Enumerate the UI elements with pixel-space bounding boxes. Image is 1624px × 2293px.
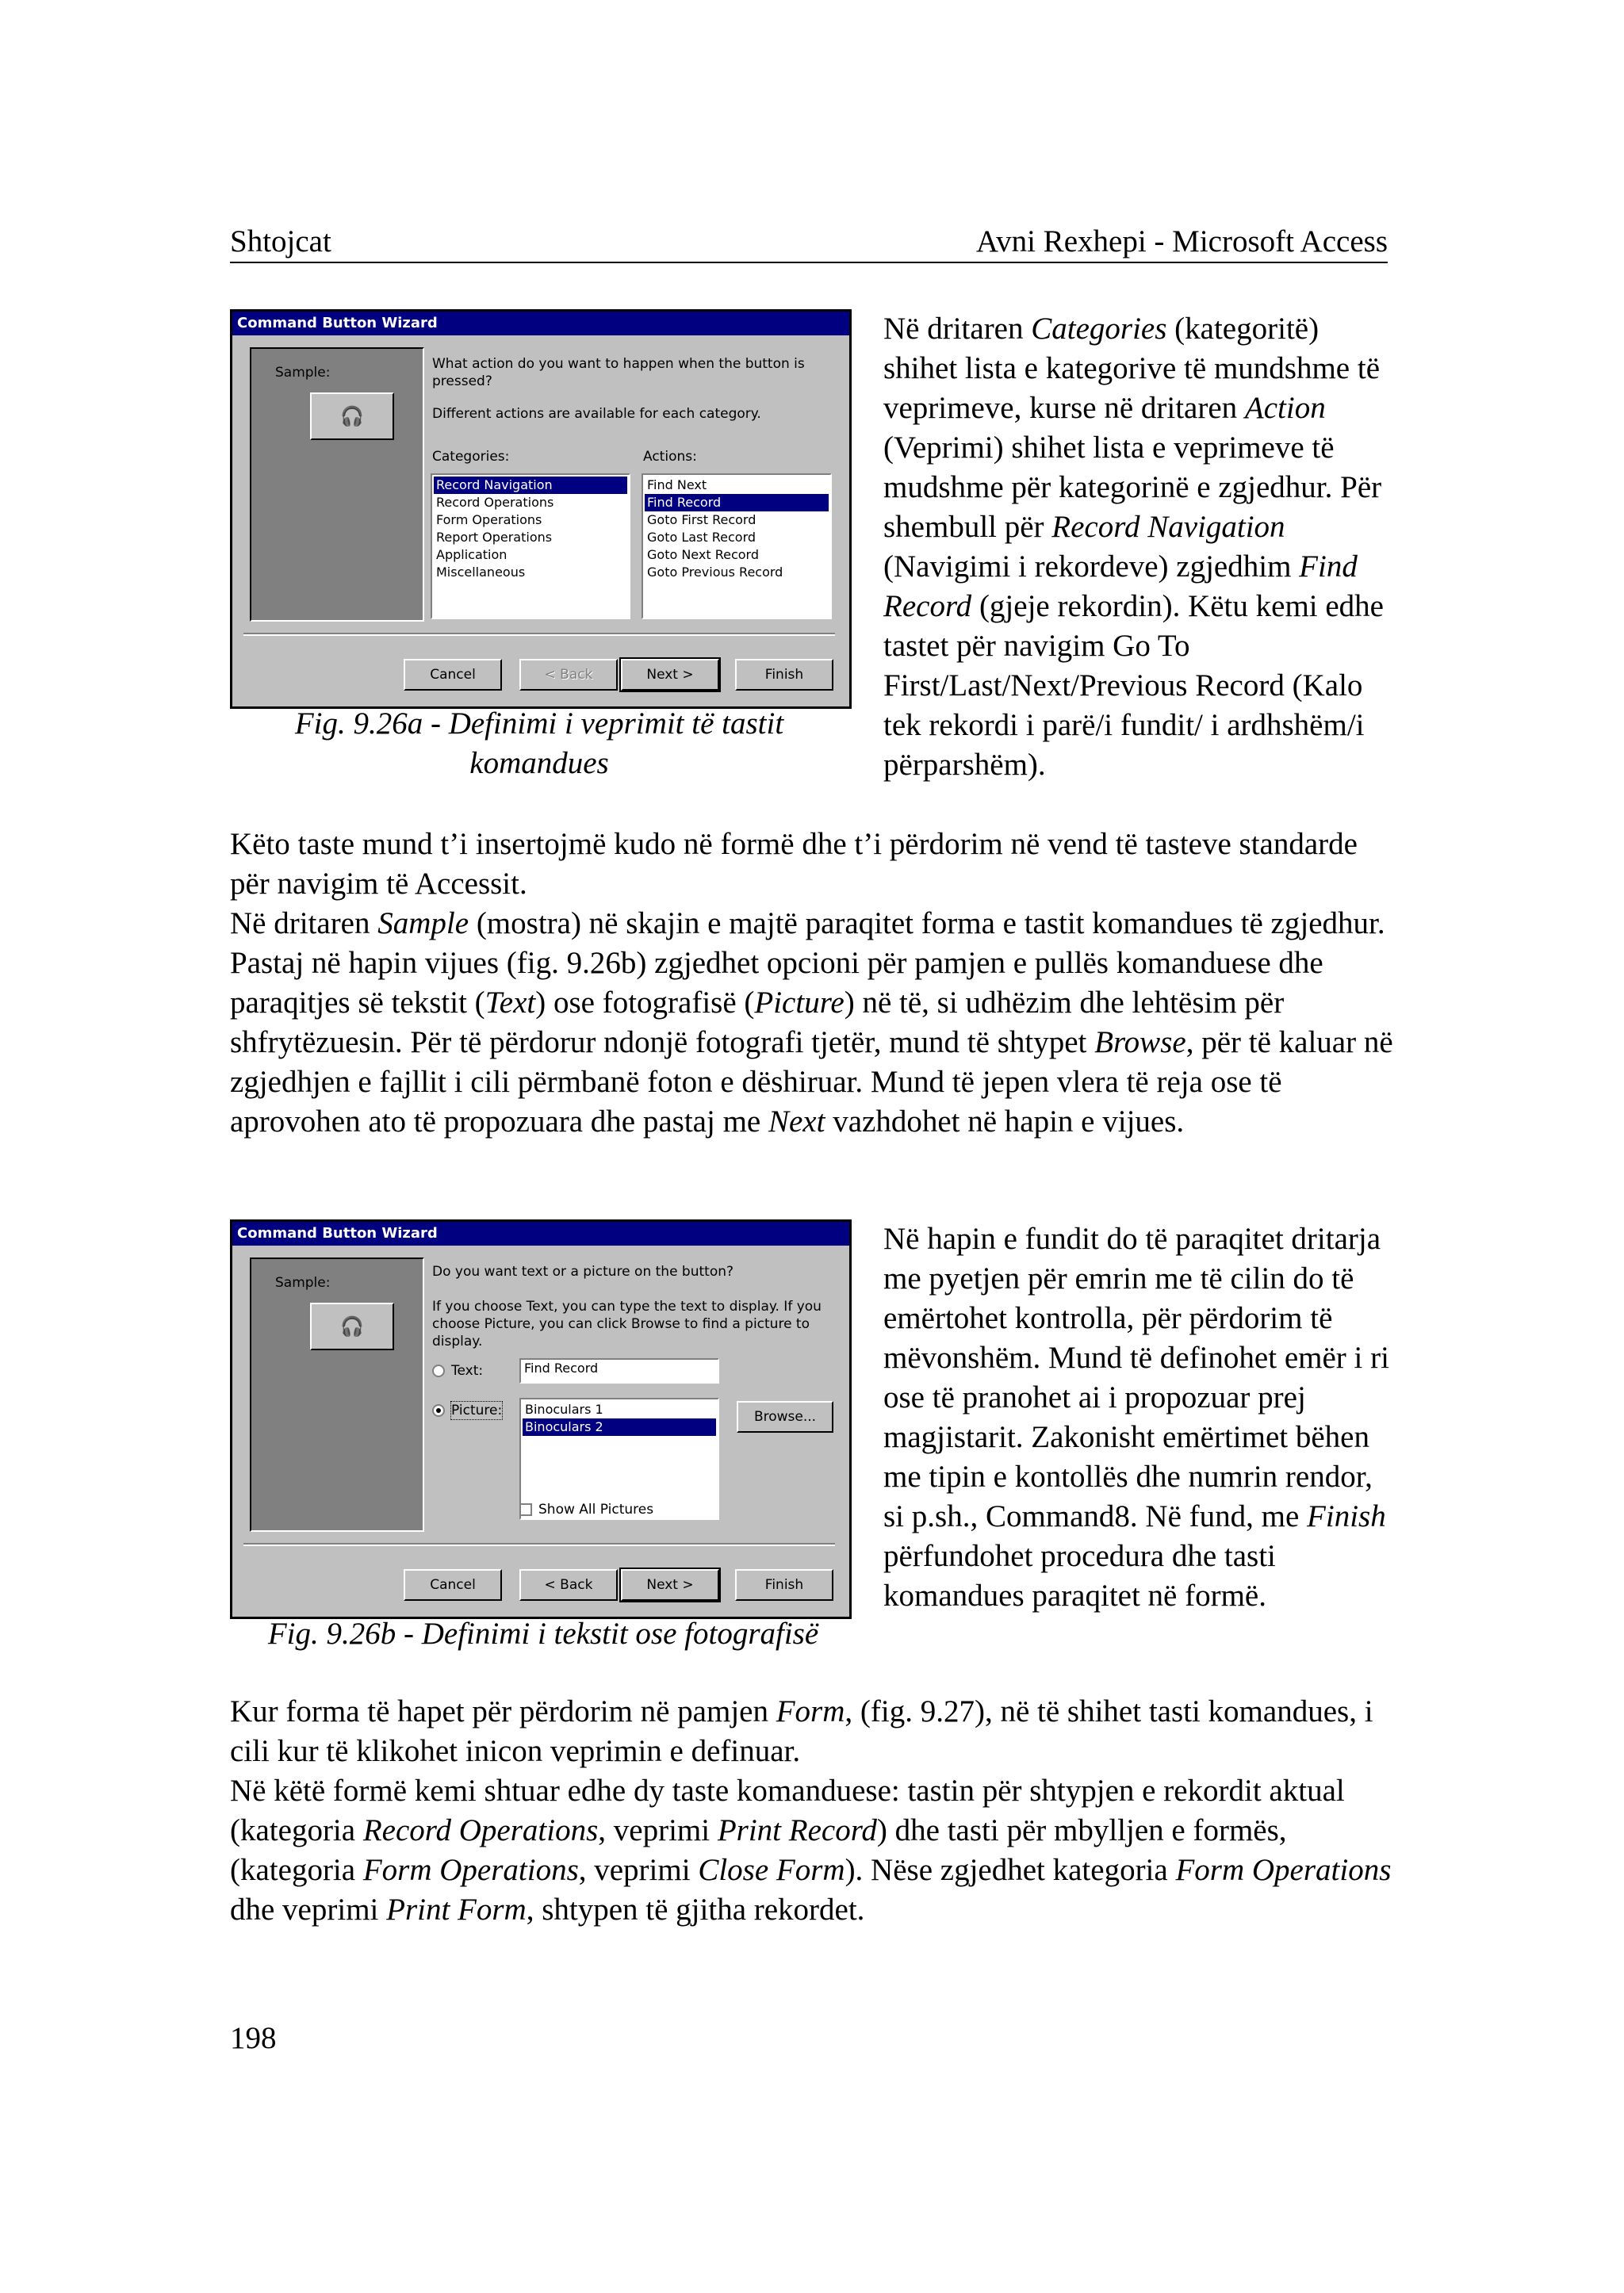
text-radio-label: Text: (451, 1363, 484, 1379)
dialog-separator (243, 1543, 835, 1546)
binoculars-icon: 🎧 (340, 1315, 364, 1338)
next-button[interactable]: Next > (621, 1569, 719, 1601)
show-all-pictures-checkbox[interactable] (519, 1503, 532, 1516)
list-item[interactable]: Goto Next Record (647, 547, 759, 562)
dialog-title-bar: Command Button Wizard (232, 1222, 849, 1246)
list-item[interactable]: Goto First Record (647, 512, 756, 527)
sample-label: Sample: (275, 365, 331, 381)
figure-caption-b: Fig. 9.26b - Definimi i tekstit ose fotografisë (267, 1617, 819, 1651)
list-item[interactable]: Binoculars 2 (523, 1418, 716, 1436)
command-button-wizard-dialog-b (230, 1219, 852, 1619)
finish-button[interactable]: Finish (735, 1569, 833, 1601)
list-item[interactable]: Find Record (645, 494, 829, 511)
dialog-title-bar: Command Button Wizard (232, 312, 849, 335)
list-item[interactable]: Record Operations (436, 495, 554, 510)
list-item[interactable]: Binoculars 1 (525, 1402, 603, 1417)
sample-panel (250, 1258, 424, 1532)
actions-list[interactable] (642, 473, 832, 619)
sample-button-preview (310, 1303, 394, 1350)
list-item[interactable]: Goto Previous Record (647, 565, 783, 580)
page-header (230, 222, 1388, 263)
picture-radio-label: Picture: (451, 1403, 503, 1418)
action-question: What action do you want to happen when the button is pressed? (432, 356, 805, 389)
text-radio[interactable] (432, 1365, 445, 1377)
paragraph-insert: Këto taste mund t’i insertojmë kudo në formë dhe t’i përdorim në vend të tasteve standarde për navigim të Accessit. (230, 827, 1358, 901)
paragraph-final-step: Në hapin e fundit do të paraqitet dritarja me pyetjen për emrin me të cilin do të emërtohet kontrolla, për përdorim të mëvonshëm. Mund të definohet emër i ri ose të pranohet ai i propozuar prej magjistarit. Zakonisht emërtimet bëhen me tipin e kontollës dhe numrin rendor, si p.sh., Command8. Në fund, me Finish përfundohet procedura dhe tasti komandues paraqitet në formë. (883, 1222, 1389, 1613)
page-number: 198 (230, 2021, 277, 2055)
browse-button[interactable]: Browse... (737, 1401, 833, 1433)
text-or-picture-info: If you choose Text, you can type the text to display. If you choose Picture, you can click Browse to find a picture to display. (432, 1299, 822, 1349)
text-or-picture-question: Do you want text or a picture on the button? (432, 1264, 734, 1280)
sample-label: Sample: (275, 1275, 331, 1291)
list-item[interactable]: Miscellaneous (436, 565, 526, 580)
binoculars-icon: 🎧 (340, 405, 364, 427)
sample-panel (250, 347, 424, 622)
sample-button-preview (310, 392, 394, 440)
show-all-pictures-label: Show All Pictures (538, 1502, 654, 1518)
list-item[interactable]: Record Navigation (434, 477, 627, 494)
paragraph-form-view: Kur forma të hapet për përdorim në pamjen Form, (fig. 9.27), në të shihet tasti komandues, i cili kur të klikohet inicon veprimin e definuar. (230, 1694, 1373, 1768)
list-item[interactable]: Application (436, 547, 508, 562)
back-button[interactable]: < Back (519, 1569, 618, 1601)
cancel-button[interactable]: Cancel (404, 1569, 502, 1601)
category-info: Different actions are available for each category. (432, 406, 761, 422)
figure-caption-a: Fig. 9.26a - Definimi i veprimit të tastit komandues (294, 706, 784, 780)
list-item[interactable]: Form Operations (436, 512, 542, 527)
list-item[interactable]: Goto Last Record (647, 530, 756, 545)
paragraph-sample: Në dritaren Sample (mostra) në skajin e majtë paraqitet forma e tastit komandues të zgjedhur. Pastaj në hapin vijues (fig. 9.26b) zgjedhet opcioni për pamjen e pullës komanduese dhe paraqitjes së tekstit (Text) ose fotografisë (Picture) në të, si udhëzim dhe lehtësim për shfrytëzuesin. Për të përdorur ndonjë fotografi tjetër, mund të shtypet Browse, për të kaluar në zgjedhjen e fajllit i cili përmbanë foton e dëshiruar. Mund të jepen vlera të reja ose të aprovohen ato të propozuara dhe pastaj me Next vazhdohet në hapin e vijues. (230, 906, 1393, 1139)
list-item[interactable]: Report Operations (436, 530, 553, 545)
paragraph-categories: Në dritaren Categories (kategoritë) shihet lista e kategorive të mundshme të veprimeve, kurse në dritaren Action (Veprimi) shihet lista e veprimeve të mudshme për kategorinë e zgjedhur. Për shembull për Record Navigation (Navigimi i rekordeve) zgjedhim Find Record (gjeje rekordin). Këtu kemi edhe tastet për navigim Go To First/Last/Next/Previous Record (Kalo tek rekordi i parë/i fundit/ i ardhshëm/i përparshëm). (883, 312, 1384, 782)
command-button-wizard-dialog-a (230, 309, 852, 709)
back-button[interactable]: < Back (519, 659, 618, 691)
picture-radio[interactable] (432, 1404, 445, 1417)
categories-list[interactable] (431, 473, 630, 619)
next-button[interactable]: Next > (621, 659, 719, 691)
dialog-separator (243, 633, 835, 636)
actions-label: Actions: (643, 449, 697, 465)
header-left: Shtojcat (230, 224, 331, 258)
paragraph-extra-buttons: Në këtë formë kemi shtuar edhe dy taste komanduese: tastin për shtypjen e rekordit aktual (kategoria Record Operations, veprimi Print Record) dhe tasti për mbylljen e formës, (kategoria Form Operations, veprimi Close Form). Nëse zgjedhet kategoria Form Operations dhe veprimi Print Form, shtypen të gjitha rekordet. (230, 1774, 1392, 1927)
cancel-button[interactable]: Cancel (404, 659, 502, 691)
button-text-input[interactable]: Find Record (519, 1358, 719, 1384)
categories-label: Categories: (432, 449, 510, 465)
header-right: Avni Rexhepi - Microsoft Access (975, 224, 1388, 258)
list-item[interactable]: Find Next (647, 477, 707, 492)
finish-button[interactable]: Finish (735, 659, 833, 691)
